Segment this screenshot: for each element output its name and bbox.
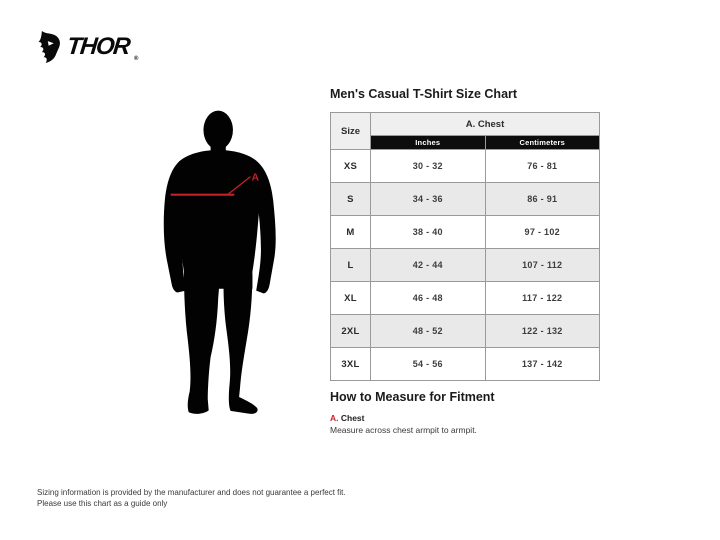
size-label: L	[331, 249, 371, 282]
disclaimer-line-2: Please use this chart as a guide only	[37, 498, 168, 508]
centimeters-value: 97 - 102	[485, 216, 600, 249]
thor-head-icon	[36, 30, 63, 64]
size-column-header: Size	[331, 113, 371, 150]
measurement-figure	[146, 107, 298, 423]
size-label: 2XL	[331, 315, 371, 348]
centimeters-value: 107 - 112	[485, 249, 600, 282]
centimeters-column-header: Centimeters	[485, 136, 600, 150]
inches-value: 42 - 44	[371, 249, 486, 282]
disclaimer-note	[37, 488, 346, 510]
table-row	[331, 315, 600, 348]
inches-value: 38 - 40	[371, 216, 486, 249]
size-label: XL	[331, 282, 371, 315]
table-row	[331, 216, 600, 249]
size-label: 3XL	[331, 348, 371, 381]
brand-logo	[36, 30, 138, 64]
measure-item-label	[330, 413, 365, 423]
centimeters-value: 117 - 122	[485, 282, 600, 315]
body-silhouette-graphic	[146, 107, 298, 423]
inches-value: 46 - 48	[371, 282, 486, 315]
how-to-measure-heading: How to Measure for Fitment	[330, 390, 495, 404]
inches-column-header: Inches	[371, 136, 486, 150]
table-group-header-row	[331, 113, 600, 136]
brand-wordmark: THOR	[65, 33, 131, 60]
measure-item-name: Chest	[340, 413, 365, 423]
size-label: XS	[331, 150, 371, 183]
inches-value: 48 - 52	[371, 315, 486, 348]
size-chart-table	[330, 112, 600, 381]
centimeters-value: 122 - 132	[485, 315, 600, 348]
size-chart-title: Men's Casual T-Shirt Size Chart	[330, 87, 518, 101]
table-unit-header-row	[331, 136, 600, 150]
disclaimer-line-1: Sizing information is provided by the manufacturer and does not guarantee a perfect fit.	[37, 488, 346, 497]
centimeters-value: 137 - 142	[485, 348, 600, 381]
table-row	[331, 183, 600, 216]
trademark-symbol: ®	[134, 56, 139, 62]
inches-value: 30 - 32	[371, 150, 486, 183]
table-row	[331, 348, 600, 381]
inches-value: 34 - 36	[371, 183, 486, 216]
table-row	[331, 282, 600, 315]
centimeters-value: 86 - 91	[485, 183, 600, 216]
measure-item-key: A.	[330, 413, 339, 423]
size-label: M	[331, 216, 371, 249]
measure-item-description: Measure across chest armpit to armpit.	[330, 425, 477, 435]
size-label: S	[331, 183, 371, 216]
centimeters-value: 76 - 81	[485, 150, 600, 183]
table-row	[331, 150, 600, 183]
table-row	[331, 249, 600, 282]
chest-group-header: A. Chest	[371, 113, 600, 136]
inches-value: 54 - 56	[371, 348, 486, 381]
chest-callout-label: A	[251, 172, 259, 184]
